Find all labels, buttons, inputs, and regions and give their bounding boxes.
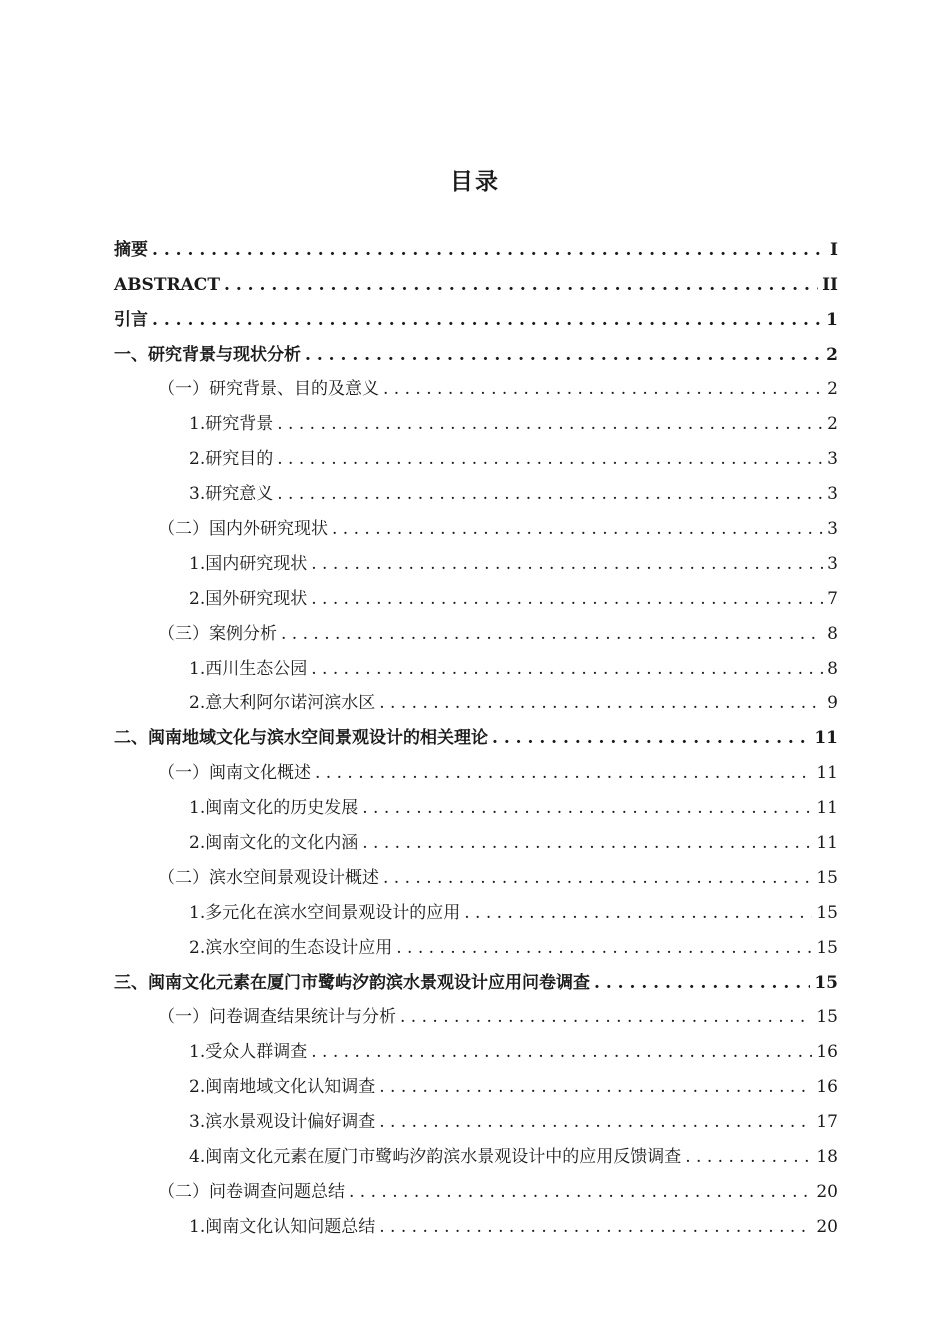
toc-entry-page-number: 8 (827, 658, 838, 679)
toc-entry-page-number: 3 (827, 519, 838, 540)
toc-entry-label: 4.闽南文化元素在厦门市鹭屿汐韵滨水景观设计中的应用反馈调查 (189, 1147, 682, 1168)
toc-entry[interactable] (114, 1168, 838, 1203)
dot-leader (362, 797, 812, 819)
toc-entry-page-number: 11 (816, 798, 838, 819)
toc-entry-label: （二）问卷调查问题总结 (158, 1181, 345, 1202)
toc-entry[interactable] (114, 575, 838, 610)
toc-entry-page-number: 8 (827, 623, 838, 644)
toc-entry-label: 3.研究意义 (189, 484, 274, 505)
toc-entry-page-number: 15 (816, 937, 838, 958)
toc-entry[interactable] (114, 331, 838, 366)
toc-entry-label: （二）滨水空间景观设计概述 (158, 867, 379, 888)
toc-entry-page-number: 15 (814, 972, 838, 993)
toc-entry-label: （三）案例分析 (158, 623, 277, 644)
toc-entry[interactable] (114, 400, 838, 435)
toc-entry-page-number: 17 (816, 1112, 838, 1133)
dot-leader (281, 623, 823, 645)
toc-entry[interactable] (114, 1063, 838, 1098)
toc-entry[interactable] (114, 470, 838, 505)
toc-entry-page-number: 11 (816, 833, 838, 854)
dot-leader (277, 448, 823, 470)
dot-leader (383, 378, 823, 400)
toc-entry-label: 二、闽南地域文化与滨水空间景观设计的相关理论 (114, 728, 488, 749)
dot-leader (305, 344, 822, 366)
toc-entry-page-number: 7 (827, 588, 838, 609)
toc-entry-page-number: 16 (816, 1042, 838, 1063)
toc-entry-page-number: II (822, 274, 838, 295)
toc-entry-page-number: 2 (827, 379, 838, 400)
toc-entry-label: 2.研究目的 (189, 449, 274, 470)
toc-entry[interactable] (114, 994, 838, 1029)
toc-entry-page-number: I (830, 239, 838, 260)
toc-entry-label: 三、闽南文化元素在厦门市鹭屿汐韵滨水景观设计应用问卷调查 (114, 972, 590, 993)
toc-entry-label: （一）闽南文化概述 (158, 763, 311, 784)
toc-entry[interactable] (114, 1203, 838, 1238)
dot-leader (492, 727, 810, 749)
dot-leader (311, 1041, 812, 1063)
toc-entry-page-number: 1 (826, 309, 838, 330)
dot-leader (315, 762, 812, 784)
toc-entry-label: 1.国内研究现状 (189, 553, 308, 574)
dot-leader (379, 1076, 812, 1098)
dot-leader (349, 1181, 812, 1203)
toc-entry-label: （一）问卷调查结果统计与分析 (158, 1007, 396, 1028)
dot-leader (396, 937, 812, 959)
toc-entry-page-number: 20 (816, 1216, 838, 1237)
toc-entry-label: 1.闽南文化的历史发展 (189, 798, 359, 819)
toc-entry-label: 1.多元化在滨水空间景观设计的应用 (189, 902, 461, 923)
toc-entry[interactable] (114, 959, 838, 994)
toc-entry-page-number: 3 (827, 449, 838, 470)
toc-entry-label: 2.滨水空间的生态设计应用 (189, 937, 393, 958)
toc-entry-label: 2.闽南地域文化认知调查 (189, 1077, 376, 1098)
toc-entry[interactable] (114, 505, 838, 540)
toc-entry-page-number: 11 (814, 728, 838, 749)
toc-entry-label: 一、研究背景与现状分析 (114, 344, 301, 365)
dot-leader (383, 867, 812, 889)
toc-entry[interactable] (114, 924, 838, 959)
dot-leader (277, 413, 823, 435)
toc-entry[interactable] (114, 1098, 838, 1133)
toc-entry[interactable] (114, 1133, 838, 1168)
toc-entry-page-number: 20 (816, 1181, 838, 1202)
toc-entry-label: （二）国内外研究现状 (158, 519, 328, 540)
toc-entry-page-number: 15 (816, 902, 838, 923)
dot-leader (379, 1216, 812, 1238)
toc-entry[interactable] (114, 819, 838, 854)
toc-entry[interactable] (114, 1028, 838, 1063)
dot-leader (379, 1111, 812, 1133)
toc-entry[interactable] (114, 680, 838, 715)
toc-entry-label: 1.研究背景 (189, 414, 274, 435)
dot-leader (379, 692, 823, 714)
toc-entry-label: 1.受众人群调查 (189, 1042, 308, 1063)
toc-entry-label: 2.国外研究现状 (189, 588, 308, 609)
toc-entry-label: 1.西川生态公园 (189, 658, 308, 679)
dot-leader (332, 518, 823, 540)
toc-entry[interactable] (114, 296, 838, 331)
toc-entry-page-number: 16 (816, 1077, 838, 1098)
toc-entry-page-number: 2 (826, 344, 838, 365)
toc-entry[interactable] (114, 749, 838, 784)
dot-leader (152, 309, 822, 331)
toc-entry-page-number: 3 (827, 553, 838, 574)
dot-leader (311, 553, 823, 575)
dot-leader (594, 972, 810, 994)
toc-entry-page-number: 9 (827, 693, 838, 714)
toc-entry[interactable] (114, 645, 838, 680)
toc-entry[interactable] (114, 435, 838, 470)
toc-entry[interactable] (114, 889, 838, 924)
dot-leader (685, 1146, 812, 1168)
toc-entry-label: 引言 (114, 309, 148, 330)
toc-entry[interactable] (114, 540, 838, 575)
toc-entry[interactable] (114, 226, 838, 261)
toc-entry[interactable] (114, 610, 838, 645)
toc-title: 目录 (450, 169, 500, 195)
dot-leader (311, 588, 823, 610)
toc-entry[interactable] (114, 784, 838, 819)
toc-entry[interactable] (114, 854, 838, 889)
toc-entry[interactable] (114, 366, 838, 401)
toc-entry-page-number: 15 (816, 1007, 838, 1028)
dot-leader (152, 239, 826, 261)
dot-leader (464, 902, 812, 924)
toc-entry[interactable] (114, 261, 838, 296)
toc-entry-label: 2.闽南文化的文化内涵 (189, 833, 359, 854)
toc-entry-page-number: 11 (816, 763, 838, 784)
dot-leader (224, 274, 818, 296)
toc-entry-page-number: 18 (816, 1147, 838, 1168)
dot-leader (362, 832, 812, 854)
table-of-contents (114, 226, 838, 1238)
dot-leader (311, 658, 823, 680)
toc-entry-page-number: 2 (827, 414, 838, 435)
toc-entry-label: 3.滨水景观设计偏好调查 (189, 1112, 376, 1133)
toc-entry-label: 摘要 (114, 239, 148, 260)
dot-leader (400, 1006, 812, 1028)
toc-entry-page-number: 15 (816, 867, 838, 888)
dot-leader (277, 483, 823, 505)
toc-entry-label: ABSTRACT (114, 274, 220, 295)
toc-entry-page-number: 3 (827, 484, 838, 505)
toc-entry-label: 1.闽南文化认知问题总结 (189, 1216, 376, 1237)
toc-entry-label: 2.意大利阿尔诺河滨水区 (189, 693, 376, 714)
toc-entry-label: （一）研究背景、目的及意义 (158, 379, 379, 400)
toc-entry[interactable] (114, 714, 838, 749)
